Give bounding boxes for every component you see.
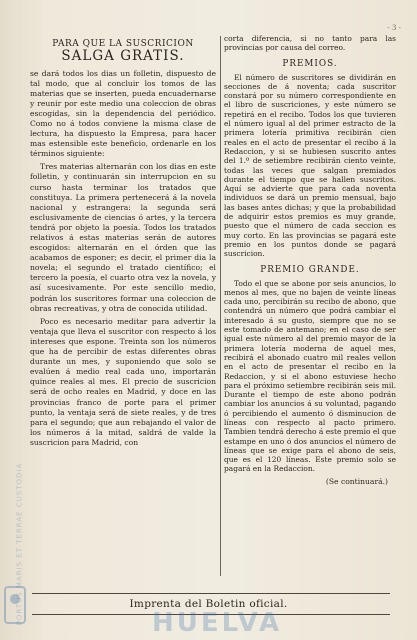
watermark-motto: PORTUS MARIS ET TERRAE CUSTODIA [15,462,24,626]
stamp-seal-icon [10,594,20,604]
section-heading-premios: PREMIOS. [282,58,338,69]
page-number: - 3 - [387,24,401,32]
watermark-huelva: HUELVA [152,608,283,638]
premio-grande-paragraph: Todo el que se abone por seis anuncios, lo menos al mes, que no bajen de veinte líneas cada uno, percibirán su recibo de abono, que contendrá un número que podrá cambiar el interesado á su gusto, siempre que no se este tomado de antemano; en el caso de ser igual este número al del premio mayor de la primera lotería moderna de aquel mes, recibirá el abonado cuatro mil reales vellon en el acto de presentar el recibo en la Redaccion, y si el abono estuviese hecho para el próximo setiembre recibirán seis mil. Durante el tiempo de este abono podrán cambiar los anuncios á su voluntad, pagando ó percibiendo el aumento ó disminucion de líneas con respecto al pacto primero. Tambien tendrá derecho á este premio el que estampe en uno ó dos anuncios el número de líneas que se exige para el abono de seis, que es el 120 líneas. Este premio solo se pagará en la Redaccion. [224,278,396,474]
footer-rule-top [32,593,390,594]
left-paragraph-1: se dará todos los dias un folletin, dispuesto de tal modo, que al concluir los tomos de las materias que se inserten, pueda encuadernarse y reunir por este medio una coleccion de obras escogidas, sin la dependencia del periódico. Como no á todos conviene la misma clase de lectura, ha dispuesto la Empresa, para hacer mas estensible este beneficio, ordenarle en los términos siguiente: [30,68,216,159]
left-paragraph-2: Tres materias alternarán con los dias en este folletin, y continuarán sin interrupcion en su curso hasta terminar los tratados que constituya. La primera pertenecerá á la novela nacional y estrangera: la segunda será esclusivamente de ciencias ó artes, y la tercera tendrá por objeto la poesía. Todos los tratados relativos á estas materias serán de autores escogidos: alternarán en el órden que las acabamos de esponer; es decir, el primer dia la novela; el segundo el tratado científico; el tercero la poesía, el cuarto otra vez la novela, y así sucesivamente. Por este sencillo medio, podrán los suscritores formar una coleccion de obras recreativas, y otra de conocida utilidad. [30,162,216,313]
section-heading-premio-grande: PREMIO GRANDE. [260,264,360,275]
right-column [224,34,396,486]
archive-stamp-icon [4,586,26,624]
left-column [30,34,216,451]
footer-imprint: Imprenta del Boletin oficial. [129,598,288,610]
left-paragraph-3: Poco es necesario meditar para advertir la ventaja que lleva el suscritor con respecto á los intereses que espone. Treinta son los números que ha de percibir de estas diferentes obras durante un mes, y suponiendo que solo se evalúen á medio real cada uno, importarán quince reales al mes. El precio de suscricion será de ocho reales en Madrid, y doce en las provincias franco de porte para el primer punto, la ventaja será de siete reales, y de tres para el segundo; que aun rebajando el valor de los números á la mitad, saldrá de valde la suscricion para Madrid, con [30,316,216,447]
premios-paragraph: El número de suscritores se dividirán en secciones de á noventa; cada suscritor constará por su número correspondiente en el libro de suscriciones, y este número se repetirá en el recibo. Todos los que tuvieren el número igual al del primer estracto de la primera lotería primitiva recibirán cien reales en el acto de presentar el recibo á la Redaccion, y si se hubiesen suscrito antes del 1.º de setiembre recibirán ciento veinte, todas las veces que salgan premiados durante el tiempo que se hallen suscritos. Aquí se advierte que para cada noventa individuos se dará un premio mensual, bajo las bases antes dichas; y que la probabilidad de adquirir estos premios es muy grande, puesto que el número de cada seccion es muy corto. En las provincias se pagará este premio en los puntos donde se pagará suscricion. [224,72,396,259]
column-divider [220,36,221,576]
right-intro-paragraph: corta diferencia, si no tanto para las provincias por causa del correo. [224,34,396,53]
heading-main: SALGA GRATIS. [61,48,185,64]
continue-note: (Se continuará.) [325,476,388,486]
heading-top: PARA QUE LA SUSCRICION [52,39,194,49]
